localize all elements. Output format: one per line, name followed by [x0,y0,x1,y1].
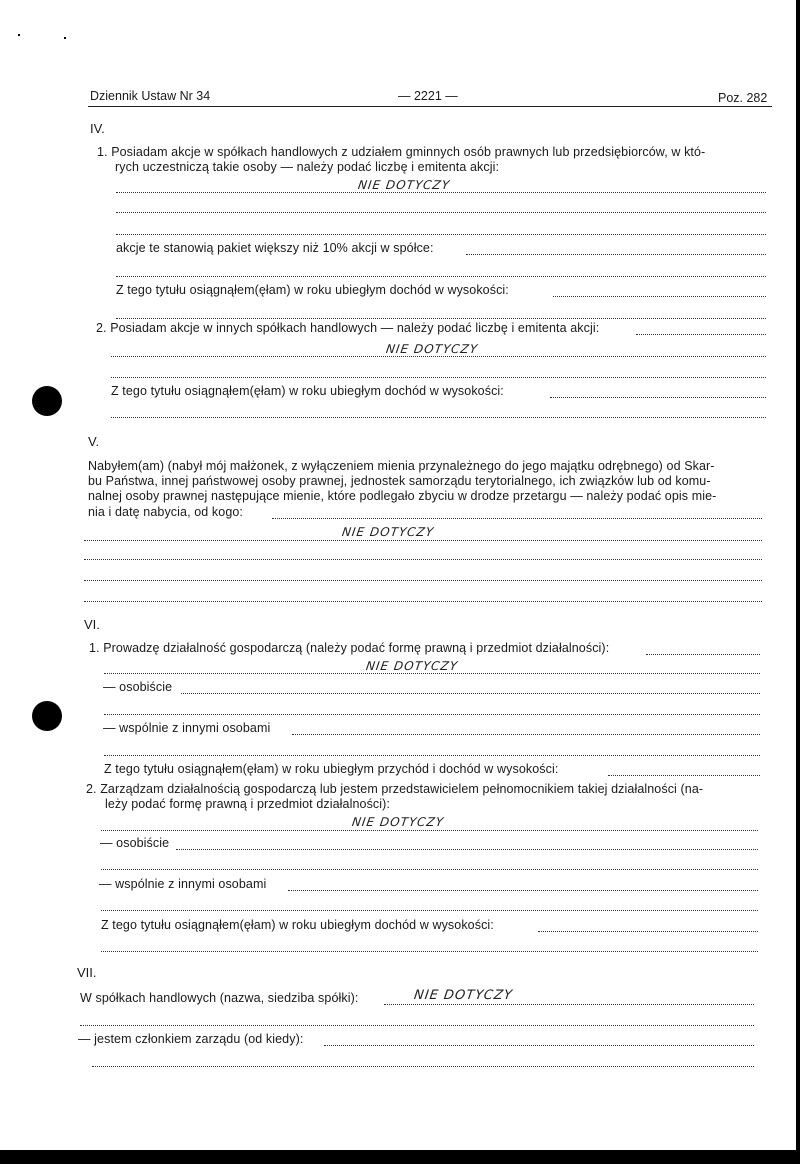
answer-line [101,869,758,870]
answer-line [538,931,758,932]
iv-q1-share-text: akcje te stanowią pakiet większy niż 10% akcji w spółce: [116,241,434,255]
handwritten-answer: NIE DOTYCZY [351,815,445,829]
answer-line [608,775,760,776]
section-v-label: V. [88,434,100,449]
answer-line [101,910,758,911]
answer-line [288,890,758,891]
v-text: bu Państwa, innej państwowej osoby prawnej, jednostek samorządu terytorialnego, ich związków lub od komu- [88,474,711,488]
answer-line [111,377,766,378]
punch-hole [32,386,62,416]
vi-q2-text: leży podać formę prawną i przedmiot działalności): [105,797,390,811]
section-vi-label: VI. [84,617,100,632]
answer-line [80,1025,754,1026]
iv-q2-text: 2. Posiadam akcje w innych spółkach handlowych — należy podać liczbę i emitenta akcji: [96,321,600,335]
iv-q2-income-text: Z tego tytułu osiągnąłem(ęłam) w roku ubiegłym dochód w wysokości: [111,384,504,398]
iv-q1-text: rych uczestniczą takie osoby — należy podać liczbę i emitenta akcji: [115,160,500,174]
answer-line [84,540,762,541]
handwritten-answer: NIE DOTYCZY [341,525,435,539]
answer-line [84,580,762,581]
v-text: nalnej osoby prawnej następujące mienie, które podlegało zbyciu w drodze przetargu — należy podać opis mie- [88,489,717,503]
answer-line [116,212,766,213]
vi-q2-personal: — osobiście [100,836,170,850]
scan-edge [796,0,800,1150]
iv-q1-income-text: Z tego tytułu osiągnąłem(ęłam) w roku ubiegłym dochód w wysokości: [116,283,509,297]
answer-line [84,559,762,560]
answer-line [550,397,766,398]
punch-hole [32,701,62,731]
answer-line [466,254,766,255]
answer-line [181,693,760,694]
vi-q1-income-text: Z tego tytułu osiągnąłem(ęłam) w roku ubiegłym przychód i dochód w wysokości: [104,762,559,776]
section-iv-label: IV. [90,121,105,136]
answer-line [553,296,766,297]
journal-title: Dziennik Ustaw Nr 34 [90,89,211,103]
vi-q2-income-text: Z tego tytułu osiągnąłem(ęłam) w roku ubiegłym dochód w wysokości: [101,918,494,932]
scan-speck [64,37,66,39]
answer-line [646,654,760,655]
answer-line [636,334,766,335]
answer-line [116,318,766,319]
answer-line [101,951,758,952]
header-rule [88,106,772,107]
position-number: Poz. 282 [718,91,768,105]
answer-line [92,1066,754,1067]
answer-line [116,276,766,277]
answer-line [84,601,762,602]
iv-q1-text: 1. Posiadam akcje w spółkach handlowych z udziałem gminnych osób prawnych lub przedsiębiorców, w któ- [97,145,706,159]
scan-speck [18,34,20,36]
page-number: — 2221 — [398,89,458,103]
handwritten-answer: NIE DOTYCZY [357,178,451,192]
answer-line [101,830,758,831]
answer-line [104,755,760,756]
answer-line [111,356,766,357]
answer-line [384,1004,754,1005]
v-text: Nabyłem(am) (nabył mój małżonek, z wyłączeniem mienia przynależnego do jego majątku odrębnego) od Skar- [88,459,715,473]
answer-line [104,673,760,674]
vii-board-text: — jestem członkiem zarządu (od kiedy): [78,1032,304,1046]
handwritten-answer: NIE DOTYCZY [365,659,459,673]
vi-q1-personal: — osobiście [103,680,173,694]
scan-edge [0,1150,800,1164]
handwritten-answer: NIE DOTYCZY [385,342,479,356]
vi-q2-text: 2. Zarządzam działalnością gospodarczą lub jestem przedstawicielem pełnomocnikiem takiej działalności (na- [86,782,704,796]
vii-text: W spółkach handlowych (nazwa, siedziba spółki): [80,991,359,1005]
v-text: nia i datę nabycia, od kogo: [88,505,243,519]
vi-q1-jointly: — wspólnie z innymi osobami [103,721,271,735]
answer-line [176,849,758,850]
answer-line [116,234,766,235]
answer-line [292,734,760,735]
answer-line [104,714,760,715]
vi-q1-text: 1. Prowadzę działalność gospodarczą (należy podać formę prawną i przedmiot działalności): [89,641,610,655]
answer-line [324,1045,754,1046]
answer-line [116,192,766,193]
answer-line [111,417,766,418]
vi-q2-jointly: — wspólnie z innymi osobami [99,877,267,891]
handwritten-answer: NIE DOTYCZY [412,988,514,1003]
section-vii-label: VII. [77,965,97,980]
answer-line [272,518,762,519]
